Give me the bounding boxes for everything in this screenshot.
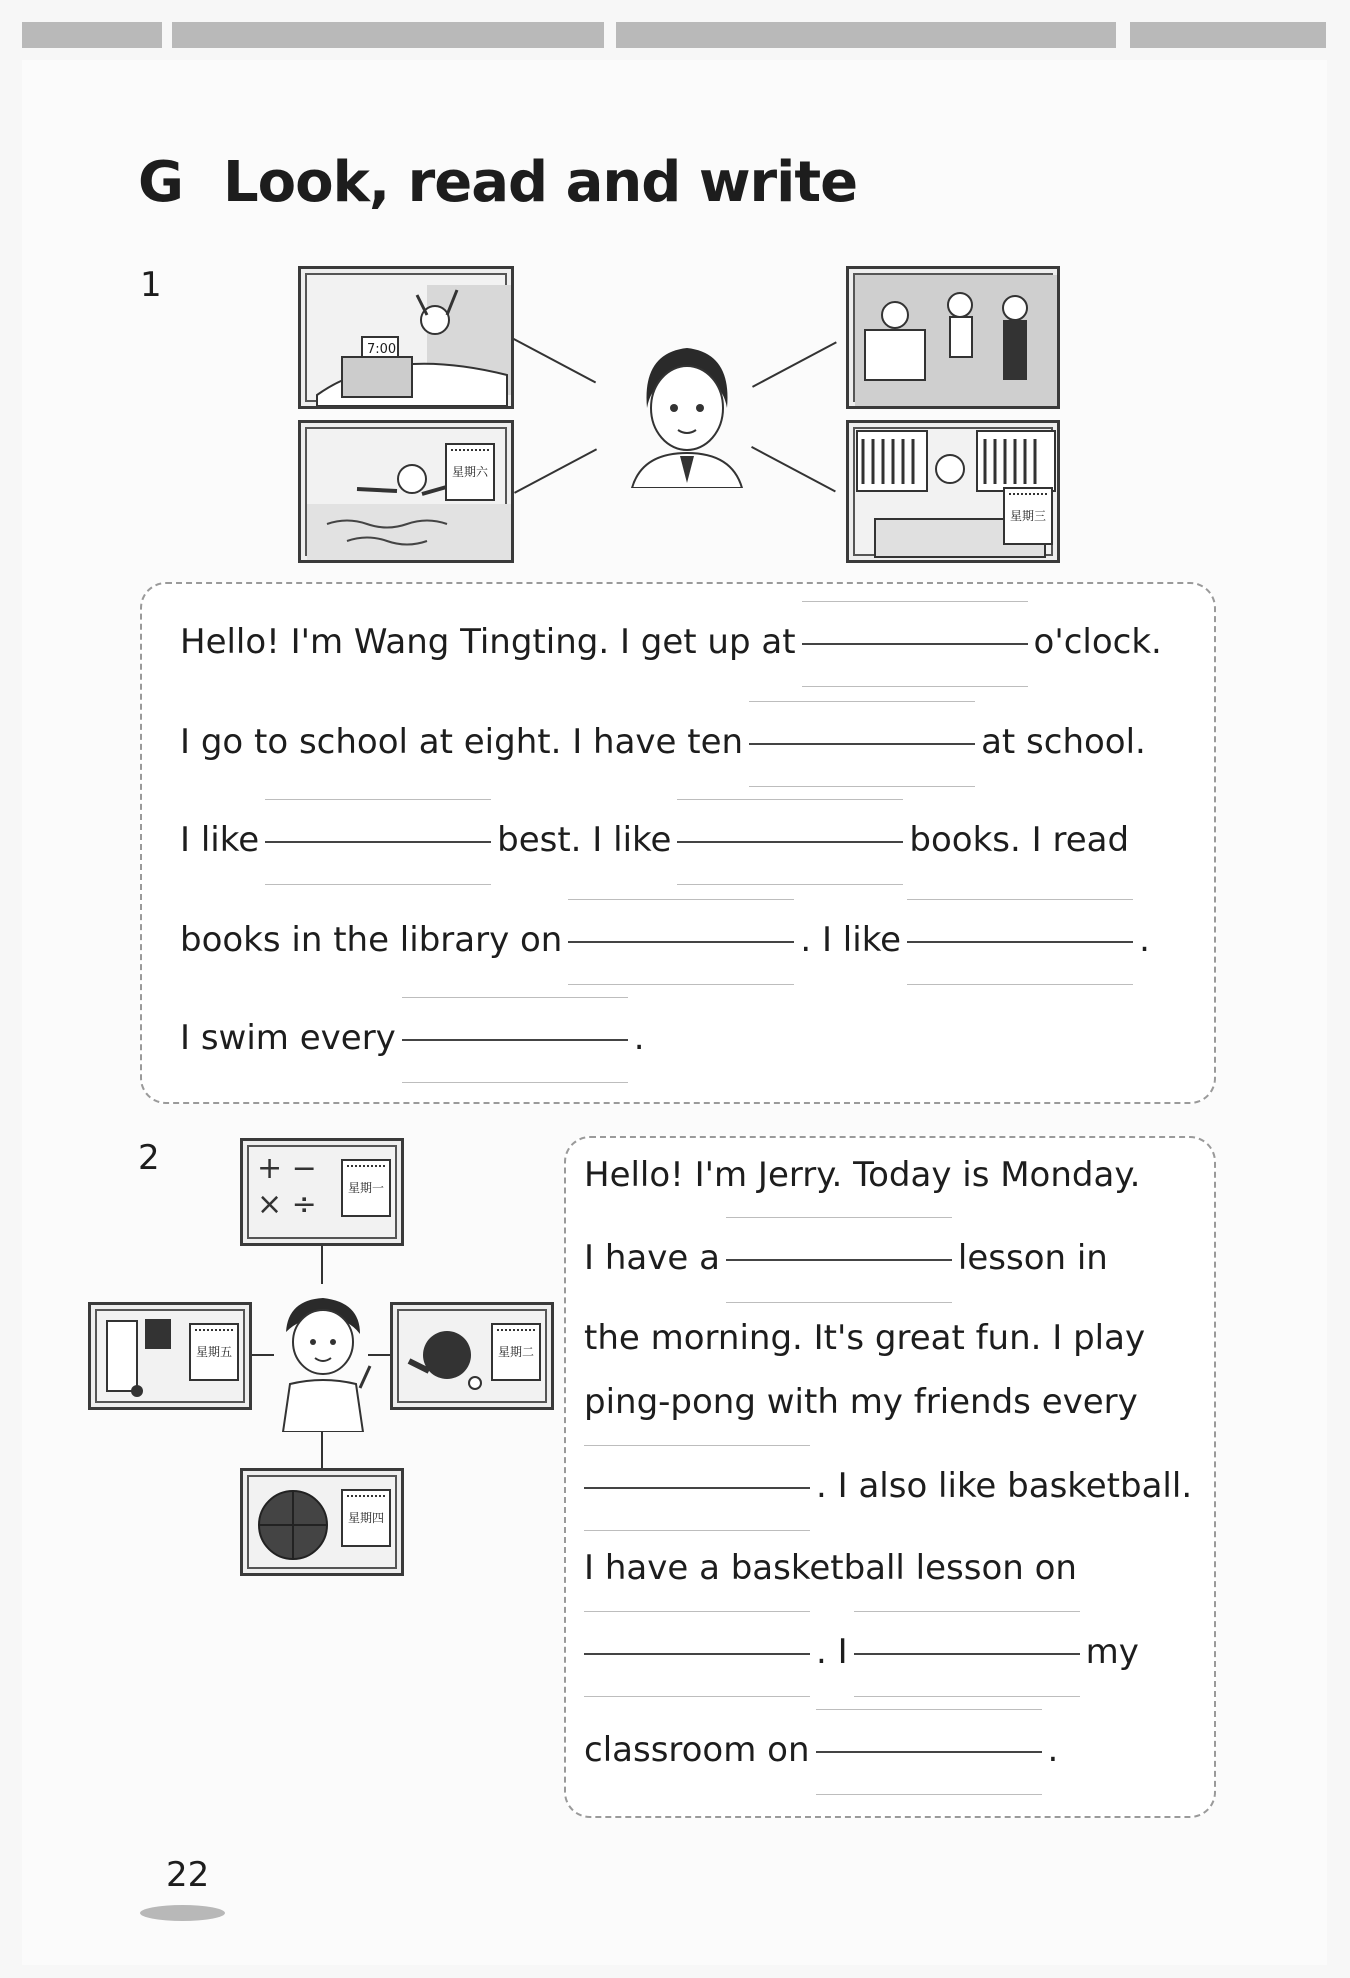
header-bar-1 xyxy=(22,22,162,48)
page-number-swoosh xyxy=(140,1905,225,1921)
page-number: 22 xyxy=(166,1855,210,1895)
passage-2-line-8: classroom on . xyxy=(584,1730,1059,1770)
passage-2-line-1: Hello! I'm Jerry. Today is Monday. xyxy=(584,1155,1141,1195)
picture-ping-pong xyxy=(390,1302,554,1410)
boy-jerry-portrait xyxy=(268,1292,378,1432)
picture-library-reading xyxy=(846,420,1060,563)
passage-1-line-1: Hello! I'm Wang Tingting. I get up at o'clock. xyxy=(180,622,1162,662)
calendar-wednesday: 星期三 xyxy=(1003,487,1053,545)
section-letter: G xyxy=(138,150,183,215)
clock-time: 7:00 xyxy=(367,342,397,357)
calendar-friday: 星期五 xyxy=(189,1323,239,1381)
picture-basketball xyxy=(240,1468,404,1576)
section-heading: Look, read and write xyxy=(222,150,858,215)
passage-2-line-4: ping-pong with my friends every xyxy=(584,1382,1138,1422)
answer-blank[interactable] xyxy=(907,923,1133,961)
picture-cleaning xyxy=(88,1302,252,1410)
exercise-2-number: 2 xyxy=(138,1138,160,1178)
picture-maths xyxy=(240,1138,404,1246)
passage-2-line-3: the morning. It's great fun. I play xyxy=(584,1318,1146,1358)
connector-line xyxy=(321,1432,323,1468)
answer-blank[interactable] xyxy=(584,1469,810,1507)
answer-blank[interactable] xyxy=(402,1021,628,1059)
passage-1-line-4: books in the library on . I like . xyxy=(180,920,1150,960)
picture-getting-up xyxy=(298,266,514,409)
answer-blank[interactable] xyxy=(726,1241,952,1279)
answer-blank[interactable] xyxy=(568,923,794,961)
header-bar-4 xyxy=(1130,22,1326,48)
answer-blank[interactable] xyxy=(265,823,491,861)
passage-2-line-2: I have a lesson in xyxy=(584,1238,1108,1278)
connector-line xyxy=(321,1246,323,1284)
answer-blank[interactable] xyxy=(677,823,903,861)
header-bar-2 xyxy=(172,22,604,48)
answer-blank[interactable] xyxy=(584,1635,810,1673)
calendar-saturday: 星期六 xyxy=(445,443,495,501)
exercise-1-number: 1 xyxy=(140,265,162,305)
math-symbols: + − × ÷ xyxy=(257,1151,317,1222)
connector-line xyxy=(368,1354,390,1356)
passage-2-line-7: . I my xyxy=(584,1632,1139,1673)
passage-2-line-6: I have a basketball lesson on xyxy=(584,1548,1077,1588)
calendar-thursday: 星期四 xyxy=(341,1489,391,1547)
passage-1-line-5: I swim every . xyxy=(180,1018,645,1058)
passage-1-line-2: I go to school at eight. I have ten at school. xyxy=(180,722,1146,762)
calendar-monday: 星期一 xyxy=(341,1159,391,1217)
girl-portrait xyxy=(622,338,752,488)
classroom-illustration xyxy=(855,275,1057,406)
calendar-tuesday: 星期二 xyxy=(491,1323,541,1381)
picture-classroom-students xyxy=(846,266,1060,409)
answer-blank[interactable] xyxy=(816,1733,1042,1771)
picture-swimming xyxy=(298,420,514,563)
section-title xyxy=(138,150,857,215)
passage-2-line-5: . I also like basketball. xyxy=(584,1466,1192,1507)
getting-up-illustration xyxy=(307,275,511,406)
answer-blank[interactable] xyxy=(802,625,1028,663)
passage-1-line-3: I like best. I like books. I read xyxy=(180,820,1130,860)
answer-blank[interactable] xyxy=(749,725,975,763)
header-bar-3 xyxy=(616,22,1116,48)
answer-blank[interactable] xyxy=(854,1635,1080,1673)
